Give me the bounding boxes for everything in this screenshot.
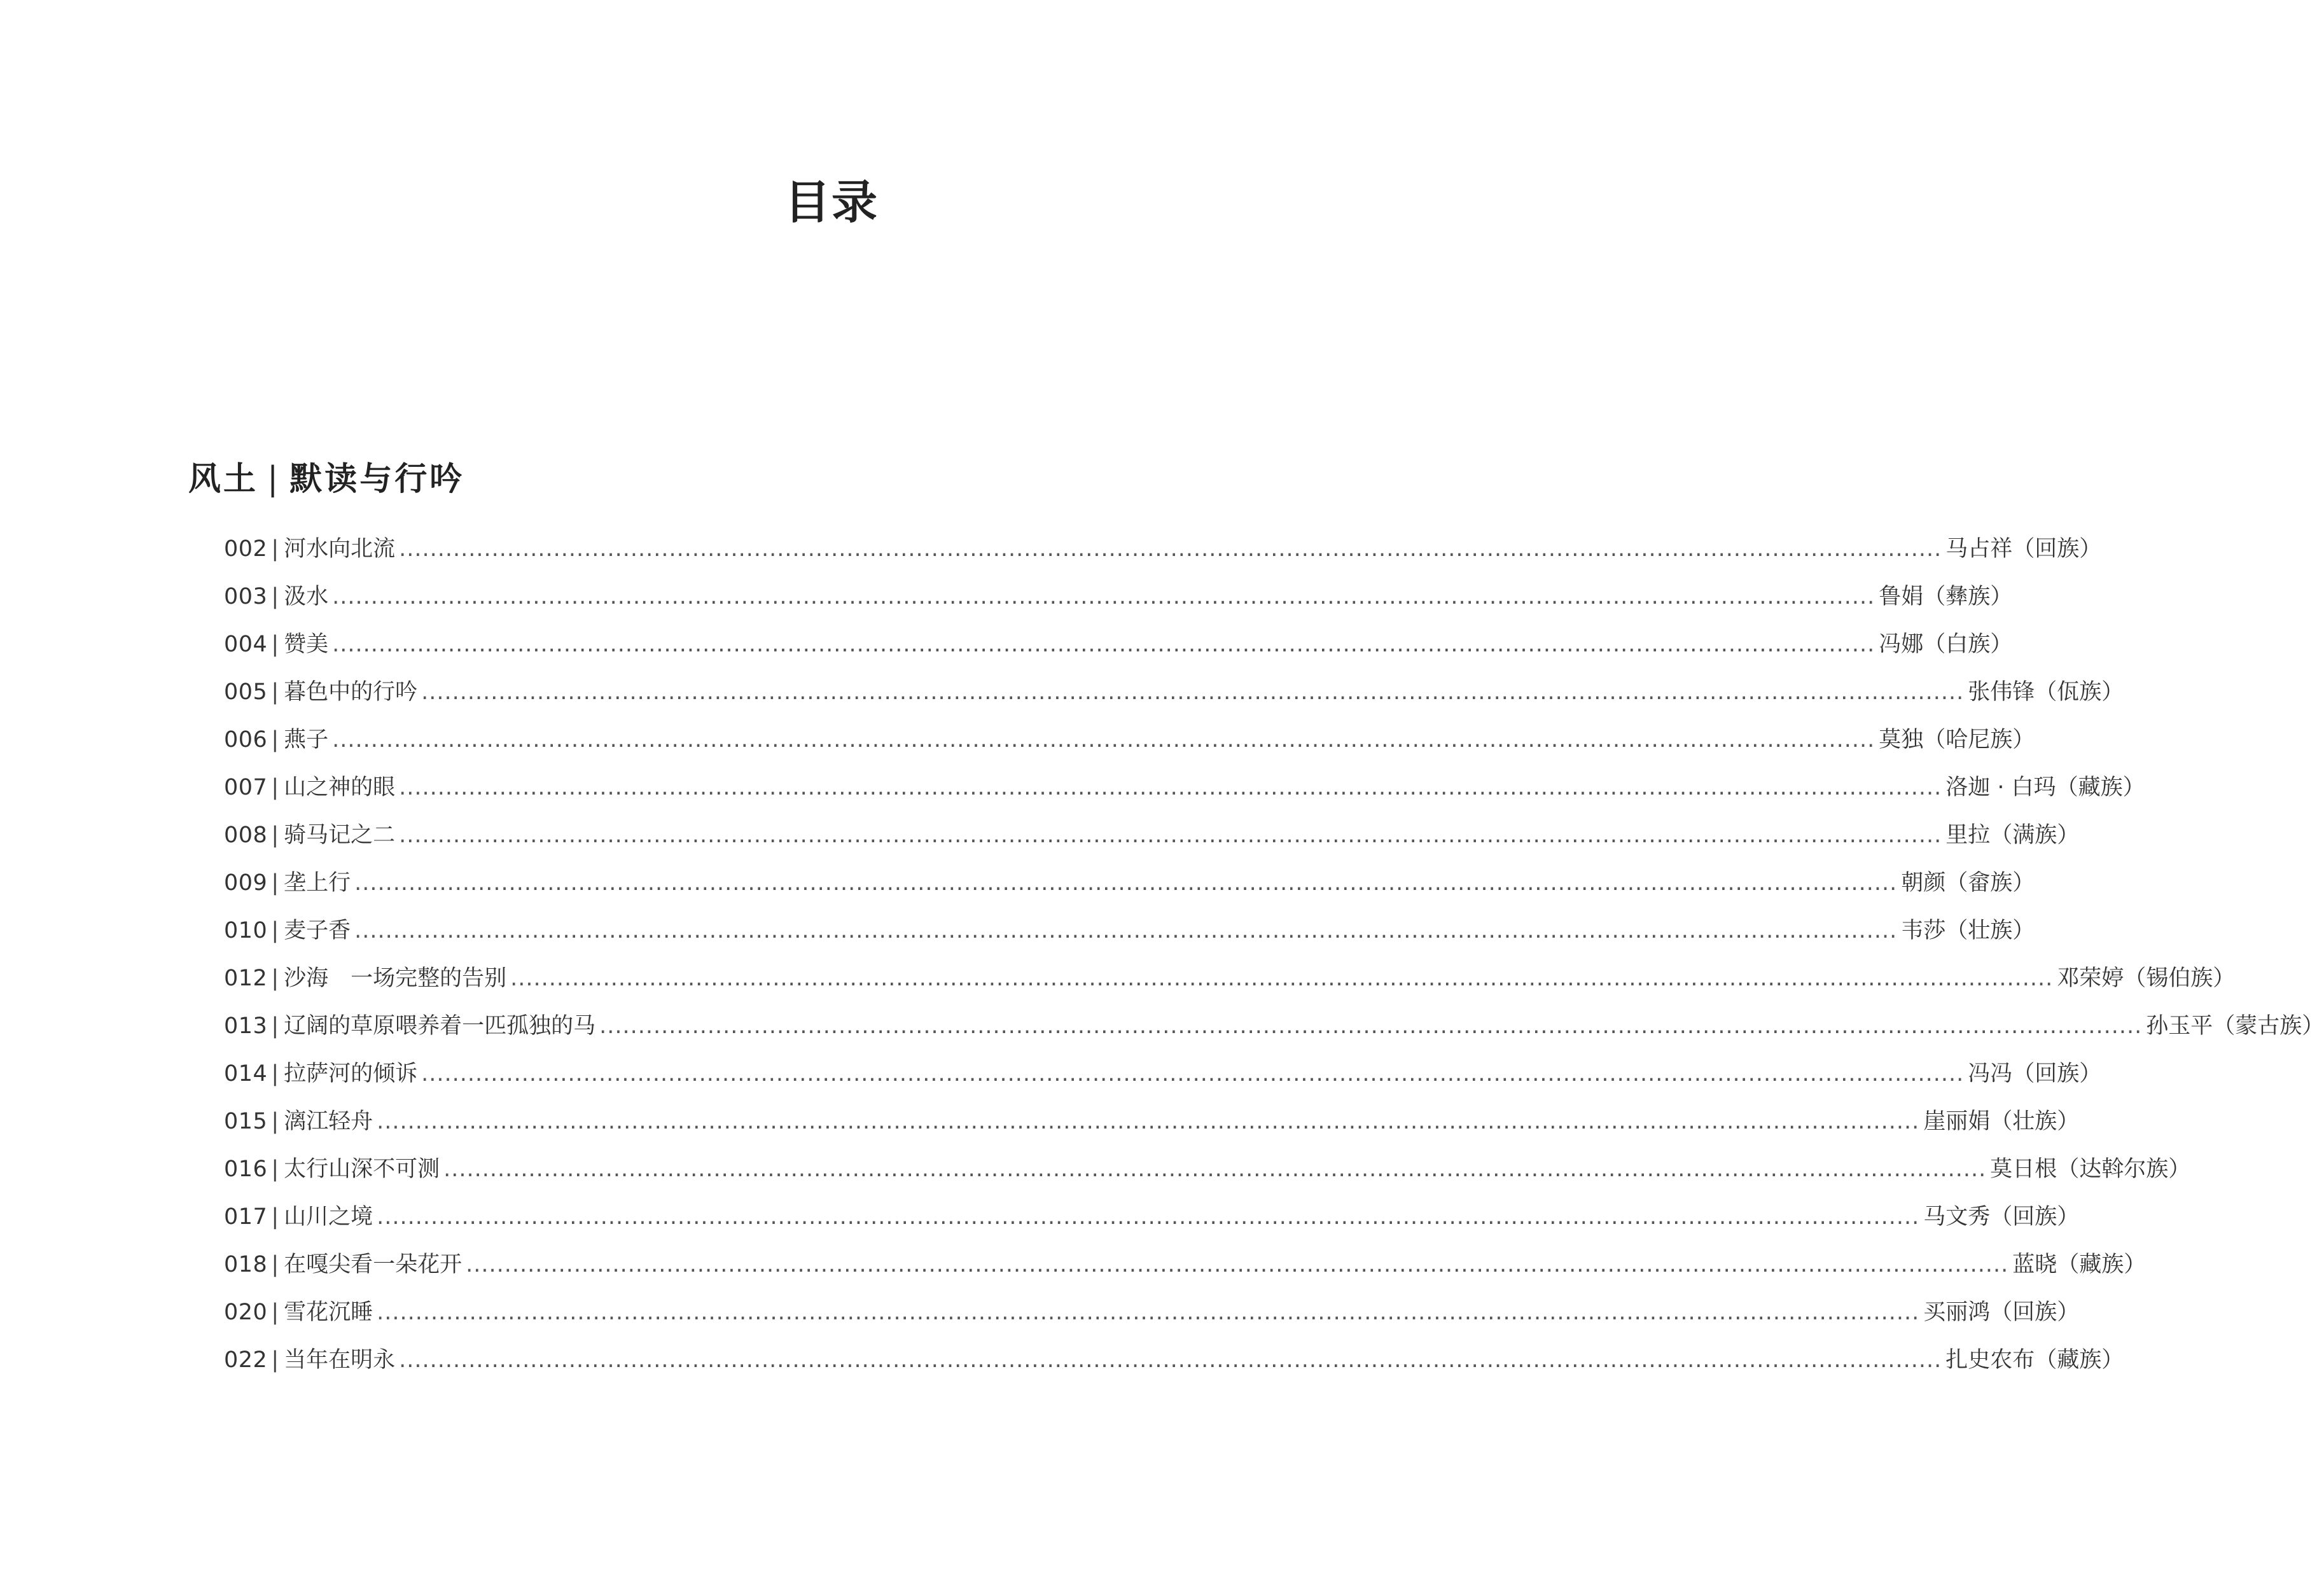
section-name: 风土 <box>188 460 259 498</box>
toc-title: 骑马记之二 <box>284 823 396 848</box>
toc-separator: | <box>271 584 279 609</box>
toc-page-number: 010 <box>224 918 268 943</box>
toc-title: 拉萨河的倾诉 <box>284 1061 418 1087</box>
toc-title: 垄上行 <box>284 870 351 896</box>
toc-separator: | <box>271 1109 279 1134</box>
toc-title: 漓江轻舟 <box>284 1109 373 1134</box>
toc-title: 燕子 <box>284 727 329 753</box>
toc-leader-dots: ........................................................................................................................................................................................................ <box>354 918 1898 943</box>
toc-entry[interactable] <box>224 817 2080 865</box>
toc-leader-dots: ........................................................................................................................................................................................................ <box>421 679 1965 705</box>
toc-leader-dots: ........................................................................................................................................................................................................ <box>377 1109 1920 1134</box>
toc-entry[interactable] <box>224 1342 2124 1390</box>
section-subtitle: 默读与行吟 <box>289 460 465 498</box>
toc-author: 莫日根（达斡尔族） <box>1990 1157 2191 1182</box>
toc-separator: | <box>271 870 279 896</box>
toc-entry[interactable] <box>224 865 2035 913</box>
toc-separator: | <box>271 1061 279 1087</box>
toc-entry[interactable] <box>224 722 2035 770</box>
toc-entry[interactable] <box>224 961 2236 1008</box>
toc-separator: | <box>271 1300 279 1325</box>
toc-entry[interactable] <box>224 1151 2191 1199</box>
toc-page-number: 008 <box>224 823 268 848</box>
toc-page-number: 005 <box>224 679 268 705</box>
toc-entry[interactable] <box>224 1199 2080 1247</box>
toc-author: 邓荣婷（锡伯族） <box>2057 966 2236 991</box>
toc-author: 马占祥（回族） <box>1945 536 2102 562</box>
toc-leader-dots: ........................................................................................................................................................................................................ <box>377 1204 1920 1230</box>
toc-leader-dots: ........................................................................................................................................................................................................ <box>510 966 2054 991</box>
toc-author: 崖丽娟（壮族） <box>1923 1109 2080 1134</box>
toc-entry[interactable] <box>224 1008 2324 1056</box>
page-title: 目录 <box>784 175 879 229</box>
toc-separator: | <box>271 1157 279 1182</box>
toc-separator: | <box>271 1252 279 1277</box>
toc-entry[interactable] <box>224 1056 2102 1104</box>
toc-title: 在嘎尖看一朵花开 <box>284 1252 463 1277</box>
toc-title: 河水向北流 <box>284 536 396 562</box>
toc-title: 山川之境 <box>284 1204 373 1230</box>
toc-entry[interactable] <box>224 913 2035 961</box>
toc-author: 莫独（哈尼族） <box>1879 727 2035 753</box>
toc-page-number: 004 <box>224 632 268 657</box>
toc-leader-dots: ........................................................................................................................................................................................................ <box>332 727 1875 753</box>
toc-separator: | <box>271 823 279 848</box>
toc-separator: | <box>271 632 279 657</box>
toc-author: 马文秀（回族） <box>1923 1204 2080 1230</box>
toc-leader-dots: ........................................................................................................................................................................................................ <box>332 632 1875 657</box>
toc-author: 买丽鸿（回族） <box>1923 1300 2080 1325</box>
toc-title: 麦子香 <box>284 918 351 943</box>
toc-entry[interactable] <box>224 1295 2080 1342</box>
toc-title: 山之神的眼 <box>284 775 396 800</box>
toc-title: 汲水 <box>284 584 329 609</box>
toc-leader-dots: ........................................................................................................................................................................................................ <box>466 1252 2009 1277</box>
toc-page-number: 020 <box>224 1300 268 1325</box>
toc-entry[interactable] <box>224 770 2145 817</box>
table-of-contents <box>224 531 2324 1390</box>
toc-separator: | <box>271 727 279 753</box>
toc-author: 蓝晓（藏族） <box>2012 1252 2147 1277</box>
toc-page-number: 012 <box>224 966 268 991</box>
toc-separator: | <box>271 775 279 800</box>
toc-page-number: 017 <box>224 1204 268 1230</box>
toc-author: 韦莎（壮族） <box>1901 918 2035 943</box>
toc-author: 朝颜（畲族） <box>1901 870 2035 896</box>
section-heading <box>188 460 465 498</box>
toc-title: 赞美 <box>284 632 329 657</box>
toc-page-number: 007 <box>224 775 268 800</box>
toc-page-number: 016 <box>224 1157 268 1182</box>
toc-separator: | <box>271 679 279 705</box>
toc-separator: | <box>271 966 279 991</box>
toc-entry[interactable] <box>224 531 2102 579</box>
toc-separator: | <box>271 536 279 562</box>
toc-author: 扎史农布（藏族） <box>1945 1347 2124 1373</box>
toc-entry[interactable] <box>224 579 2013 627</box>
toc-leader-dots: ........................................................................................................................................................................................................ <box>354 870 1898 896</box>
toc-author: 里拉（满族） <box>1945 823 2080 848</box>
toc-separator: | <box>271 1204 279 1230</box>
toc-leader-dots: ........................................................................................................................................................................................................ <box>399 1347 1942 1373</box>
toc-author: 鲁娟（彝族） <box>1879 584 2013 609</box>
toc-entry[interactable] <box>224 627 2013 674</box>
toc-page-number: 022 <box>224 1347 268 1373</box>
toc-page-number: 002 <box>224 536 268 562</box>
toc-leader-dots: ........................................................................................................................................................................................................ <box>399 775 1942 800</box>
toc-page-number: 009 <box>224 870 268 896</box>
toc-page-number: 015 <box>224 1109 268 1134</box>
toc-author: 冯娜（白族） <box>1879 632 2013 657</box>
toc-title: 沙海 一场完整的告别 <box>284 966 507 991</box>
toc-entry[interactable] <box>224 1104 2080 1151</box>
toc-author: 洛迦 · 白玛（藏族） <box>1945 775 2145 800</box>
toc-leader-dots: ........................................................................................................................................................................................................ <box>332 584 1875 609</box>
toc-leader-dots: ........................................................................................................................................................................................................ <box>399 536 1942 562</box>
toc-separator: | <box>271 1347 279 1373</box>
toc-entry[interactable] <box>224 674 2124 722</box>
toc-author: 张伟锋（佤族） <box>1968 679 2124 705</box>
toc-page-number: 013 <box>224 1013 268 1039</box>
toc-page-number: 003 <box>224 584 268 609</box>
toc-leader-dots: ........................................................................................................................................................................................................ <box>421 1061 1965 1087</box>
toc-title: 暮色中的行吟 <box>284 679 418 705</box>
toc-title: 雪花沉睡 <box>284 1300 373 1325</box>
toc-entry[interactable] <box>224 1247 2147 1295</box>
toc-page-number: 014 <box>224 1061 268 1087</box>
toc-separator: | <box>271 918 279 943</box>
toc-page-number: 018 <box>224 1252 268 1277</box>
toc-separator: | <box>271 1013 279 1039</box>
toc-leader-dots: ........................................................................................................................................................................................................ <box>377 1300 1920 1325</box>
section-separator: | <box>267 461 281 498</box>
toc-title: 当年在明永 <box>284 1347 396 1373</box>
toc-leader-dots: ........................................................................................................................................................................................................ <box>599 1013 2143 1039</box>
toc-page-number: 006 <box>224 727 268 753</box>
toc-author: 孙玉平（蒙古族） <box>2146 1013 2324 1039</box>
toc-title: 辽阔的草原喂养着一匹孤独的马 <box>284 1013 596 1039</box>
toc-title: 太行山深不可测 <box>284 1157 440 1182</box>
toc-author: 冯冯（回族） <box>1968 1061 2102 1087</box>
toc-leader-dots: ........................................................................................................................................................................................................ <box>399 823 1942 848</box>
toc-leader-dots: ........................................................................................................................................................................................................ <box>443 1157 1987 1182</box>
